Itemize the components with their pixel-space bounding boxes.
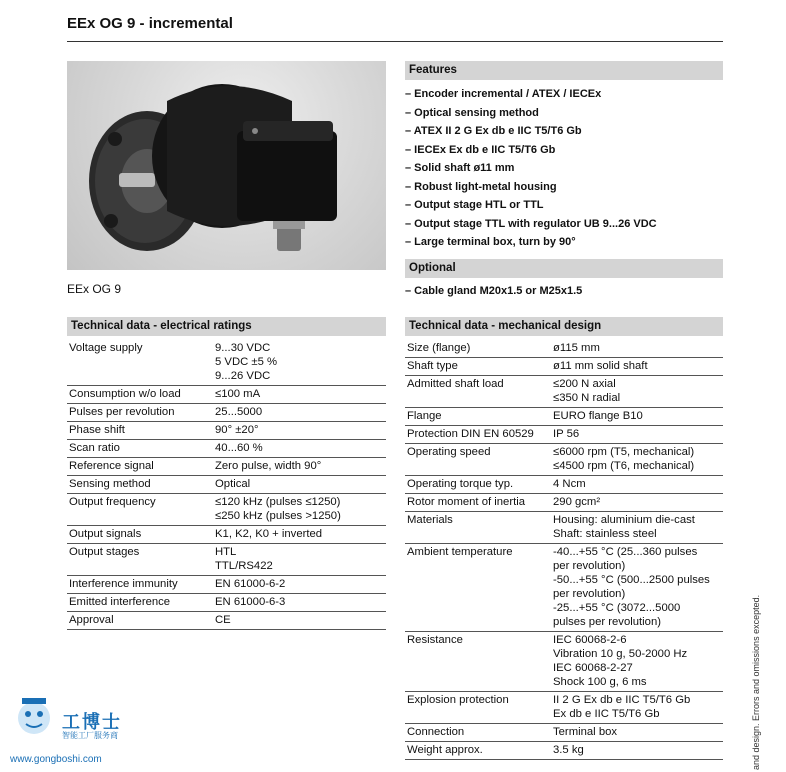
row-value: IP 56 [549,426,723,444]
feature-item: – Encoder incremental / ATEX / IECEx [405,88,602,100]
row-label: Admitted shaft load [405,376,549,408]
row-label: Operating torque typ. [405,476,549,494]
features-heading: Features [405,61,723,80]
table-row [405,544,723,632]
electrical-heading: Technical data - electrical ratings [67,317,386,336]
table-row [405,692,723,724]
row-value: 4 Ncm [549,476,723,494]
row-value: Zero pulse, width 90° [211,458,386,476]
row-value: ≤100 mA [211,386,386,404]
row-label: Resistance [405,632,549,692]
table-row [405,426,723,444]
row-label: Size (flange) [405,340,549,358]
feature-item: – Optical sensing method [405,106,539,119]
table-row [67,576,386,594]
table-row [405,408,723,426]
row-label: Emitted interference [67,594,211,612]
row-value: -40...+55 °C (25...360 pulses per revolution) -50...+55 °C (500...2500 pulses per revolution) -25...+55 °C (3072...5000 pulses per revolution) [549,544,723,632]
table-row [405,358,723,376]
row-value: 90° ±20° [211,422,386,440]
row-label: Explosion protection [405,692,549,724]
row-label: Connection [405,724,549,742]
feature-item: – Output stage HTL or TTL [405,199,544,211]
row-label: Protection DIN EN 60529 [405,426,549,444]
optional-heading: Optional [405,259,723,278]
table-row [67,526,386,544]
table-row [405,444,723,476]
table-row [405,376,723,408]
row-value: ø11 mm solid shaft [549,358,723,376]
row-value: ≤6000 rpm (T5, mechanical) ≤4500 rpm (T6, mechanical) [549,444,723,476]
row-value: 9...30 VDC 5 VDC ±5 % 9...26 VDC [211,340,386,386]
row-label: Output signals [67,526,211,544]
row-label: Shaft type [405,358,549,376]
watermark-subtitle: 智能工厂服务商 [62,731,118,740]
row-value: HTL TTL/RS422 [211,544,386,576]
table-row [67,404,386,422]
row-value: 290 gcm² [549,494,723,512]
row-label: Output frequency [67,494,211,526]
row-value: ≤120 kHz (pulses ≤1250) ≤250 kHz (pulses >1250) [211,494,386,526]
watermark-name: 工博士 [62,712,122,733]
product-photo [67,61,386,270]
row-label: Materials [405,512,549,544]
page-title: EEx OG 9 - incremental [67,15,233,32]
feature-item: – Output stage TTL with regulator UB 9...26 VDC [405,217,657,230]
row-value: Terminal box [549,724,723,742]
feature-item: – Robust light-metal housing [405,180,557,193]
row-label: Pulses per revolution [67,404,211,422]
encoder-image [67,61,386,270]
row-value: EN 61000-6-2 [211,576,386,594]
table-row [67,440,386,458]
row-value: EURO flange B10 [549,408,723,426]
table-row [67,544,386,576]
table-row [67,494,386,526]
row-value: II 2 G Ex db e IIC T5/T6 Gb Ex db e IIC T5/T6 Gb [549,692,723,724]
row-value: K1, K2, K0 + inverted [211,526,386,544]
feature-item: – ATEX II 2 G Ex db e IIC T5/T6 Gb [405,125,582,137]
mechanical-heading: Technical data - mechanical design [405,317,723,336]
row-value: 40...60 % [211,440,386,458]
watermark-url: www.gongboshi.com [10,754,102,765]
table-row [67,340,386,386]
row-label: Scan ratio [67,440,211,458]
electrical-table [67,340,386,630]
mechanical-table [405,340,723,760]
table-row [67,422,386,440]
row-value: Housing: aluminium die-cast Shaft: stainless steel [549,512,723,544]
table-row [67,386,386,404]
table-row [405,476,723,494]
row-label: Output stages [67,544,211,576]
disclaimer-note: and design. Errors and omissions excepted. [751,594,761,770]
row-label: Voltage supply [67,340,211,386]
table-row [405,724,723,742]
row-value: EN 61000-6-3 [211,594,386,612]
table-row [67,612,386,630]
row-value: 3.5 kg [549,742,723,760]
row-label: Sensing method [67,476,211,494]
row-label: Reference signal [67,458,211,476]
table-row [67,594,386,612]
table-row [405,512,723,544]
feature-item: – IECEx Ex db e IIC T5/T6 Gb [405,143,556,156]
photo-caption: EEx OG 9 [67,282,122,296]
row-value: CE [211,612,386,630]
row-label: Phase shift [67,422,211,440]
row-label: Operating speed [405,444,549,476]
row-label: Weight approx. [405,742,549,760]
row-label: Interference immunity [67,576,211,594]
row-value: Optical [211,476,386,494]
row-label: Rotor moment of inertia [405,494,549,512]
table-row [405,632,723,692]
row-value: 25...5000 [211,404,386,422]
feature-item: – Large terminal box, turn by 90° [405,236,576,248]
table-row [405,340,723,358]
table-row [67,458,386,476]
row-label: Approval [67,612,211,630]
row-value: ≤200 N axial ≤350 N radial [549,376,723,408]
feature-item: – Cable gland M20x1.5 or M25x1.5 [405,285,583,297]
table-row [405,742,723,760]
row-label: Ambient temperature [405,544,549,632]
row-value: ø115 mm [549,340,723,358]
row-label: Consumption w/o load [67,386,211,404]
table-row [405,494,723,512]
row-value: IEC 60068-2-6 Vibration 10 g, 50-2000 Hz IEC 60068-2-27 Shock 100 g, 6 ms [549,632,723,692]
feature-item: – Solid shaft ø11 mm [405,162,515,174]
title-rule [67,41,723,42]
row-label: Flange [405,408,549,426]
table-row [67,476,386,494]
